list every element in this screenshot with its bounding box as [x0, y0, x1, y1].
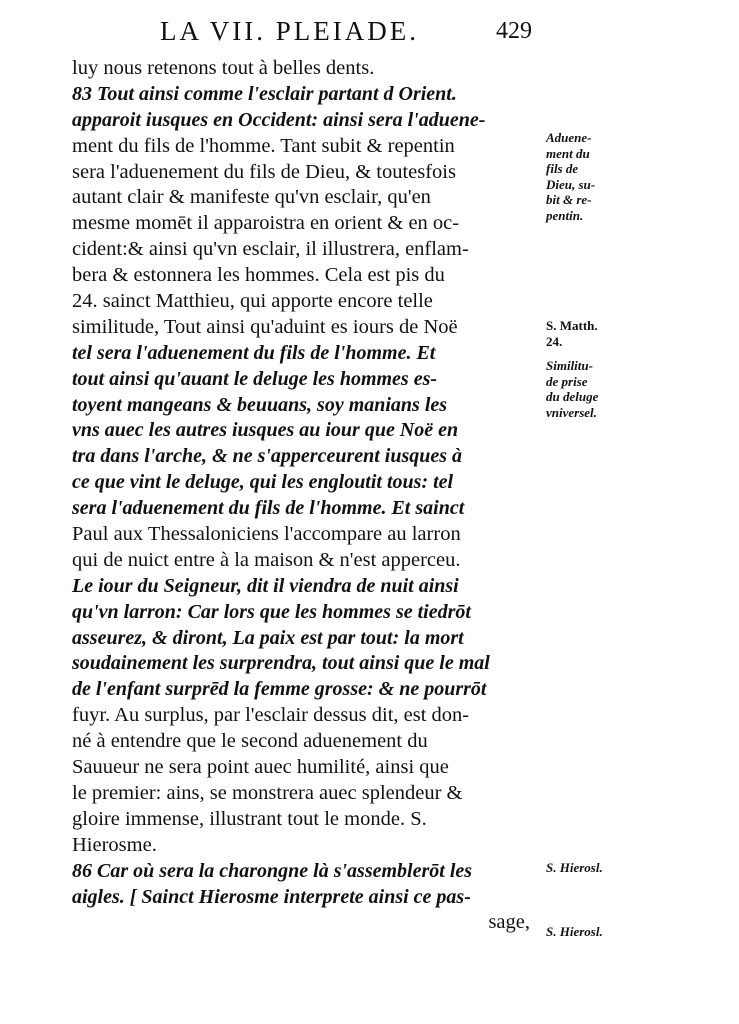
margin-note: [546, 130, 630, 223]
text-line: gloire immense, illustrant tout le monde. S.: [72, 807, 427, 830]
text-line: 24. sainct Matthieu, qui apporte encore telle: [72, 290, 433, 313]
text-line: apparoit iusques en Occident: ainsi sera l'aduene-: [72, 108, 486, 131]
text-line: tel sera l'aduenement du fils de l'homme. Et: [72, 341, 436, 364]
text-line: de l'enfant surprēd la femme grosse: & ne pourrōt: [72, 678, 487, 701]
text-line: 86 Car où sera la charongne là s'assemblerōt les: [72, 859, 473, 882]
text-line: fuyr. Au surplus, par l'esclair dessus dit, est don-: [72, 704, 470, 727]
text-line: autant clair & manifeste qu'vn esclair, qu'en: [72, 186, 431, 209]
text-line: bera & estonnera les hommes. Cela est pis du: [72, 264, 445, 287]
margin-note-line: S. Matth.: [546, 318, 598, 333]
margin-note-line: Dieu, su-: [546, 176, 596, 192]
text-line: soudainement les surprendra, tout ainsi que le mal: [72, 652, 490, 675]
text-line: tout ainsi qu'auant le deluge les hommes es-: [72, 367, 438, 390]
text-line: luy nous retenons tout à belles dents.: [72, 57, 375, 79]
text-line: né à entendre que le second aduenement du: [72, 730, 428, 753]
margin-note: [546, 924, 630, 940]
main-text-block: [72, 56, 542, 936]
page-number: 429: [496, 18, 532, 44]
text-line: sera l'aduenement du fils de Dieu, & toutesfois: [72, 160, 456, 183]
text-line: Paul aux Thessaloniciens l'accompare au larron: [72, 523, 461, 546]
text-line: cident:& ainsi qu'vn esclair, il illustrera, enflam-: [72, 238, 469, 261]
text-line: vns auec les autres iusques au iour que Noë en: [72, 419, 459, 442]
margin-note-line: 24.: [546, 333, 563, 349]
margin-note-line: du deluge: [546, 389, 599, 404]
margin-note: [546, 860, 630, 876]
catchword: sage,: [488, 911, 530, 934]
margin-note-line: S. Hierosl.: [546, 860, 603, 875]
text-line: sera l'aduenement du fils de l'homme. Et sainct: [72, 497, 465, 520]
text-line: tra dans l'arche, & ne s'apperceurent iusques à: [72, 445, 463, 468]
margin-note-line: Aduene-: [546, 130, 592, 145]
text-line: Sauueur ne sera point auec humilité, ainsi que: [72, 756, 449, 779]
running-title: LA VII. PLEIADE.: [160, 16, 419, 46]
text-line: toyent mangeans & beuuans, soy manians les: [72, 393, 448, 416]
text-line: aigles. [ Sainct Hierosme interprete ainsi ce pas-: [72, 885, 471, 908]
text-line: qui de nuict entre à la maison & n'est apperceu.: [72, 548, 461, 571]
text-line: mesme momēt il apparoistra en orient & en oc-: [72, 212, 460, 235]
margin-note-line: S. Hierosl.: [546, 924, 603, 939]
margin-note-line: pentin.: [546, 207, 584, 223]
text-line: ce que vint le deluge, qui les engloutit tous: tel: [72, 471, 454, 494]
text-line: ment du fils de l'homme. Tant subit & repentin: [72, 134, 455, 157]
margin-note-line: fils de: [546, 161, 579, 176]
margin-note: [546, 318, 630, 349]
text-line: le premier: ains, se monstrera auec splendeur &: [72, 781, 463, 804]
text-line: Hierosme.: [72, 833, 157, 856]
text-line: qu'vn larron: Car lors que les hommes se tiedrōt: [72, 600, 471, 623]
margin-note-line: ment du: [546, 145, 590, 161]
margin-note-line: Similitu-: [546, 358, 593, 373]
margin-note-line: bit & re-: [546, 192, 592, 207]
text-line: similitude, Tout ainsi qu'aduint es iours de Noë: [72, 315, 458, 338]
text-line: Le iour du Seigneur, dit il viendra de nuit ainsi: [72, 574, 459, 597]
text-line: 83 Tout ainsi comme l'esclair partant d Orient.: [72, 82, 457, 105]
margin-note-line: vniversel.: [546, 404, 597, 420]
margin-note-line: de prise: [546, 373, 588, 389]
margin-note: [546, 358, 630, 420]
text-line: asseurez, & diront, La paix est par tout: la mort: [72, 626, 464, 649]
